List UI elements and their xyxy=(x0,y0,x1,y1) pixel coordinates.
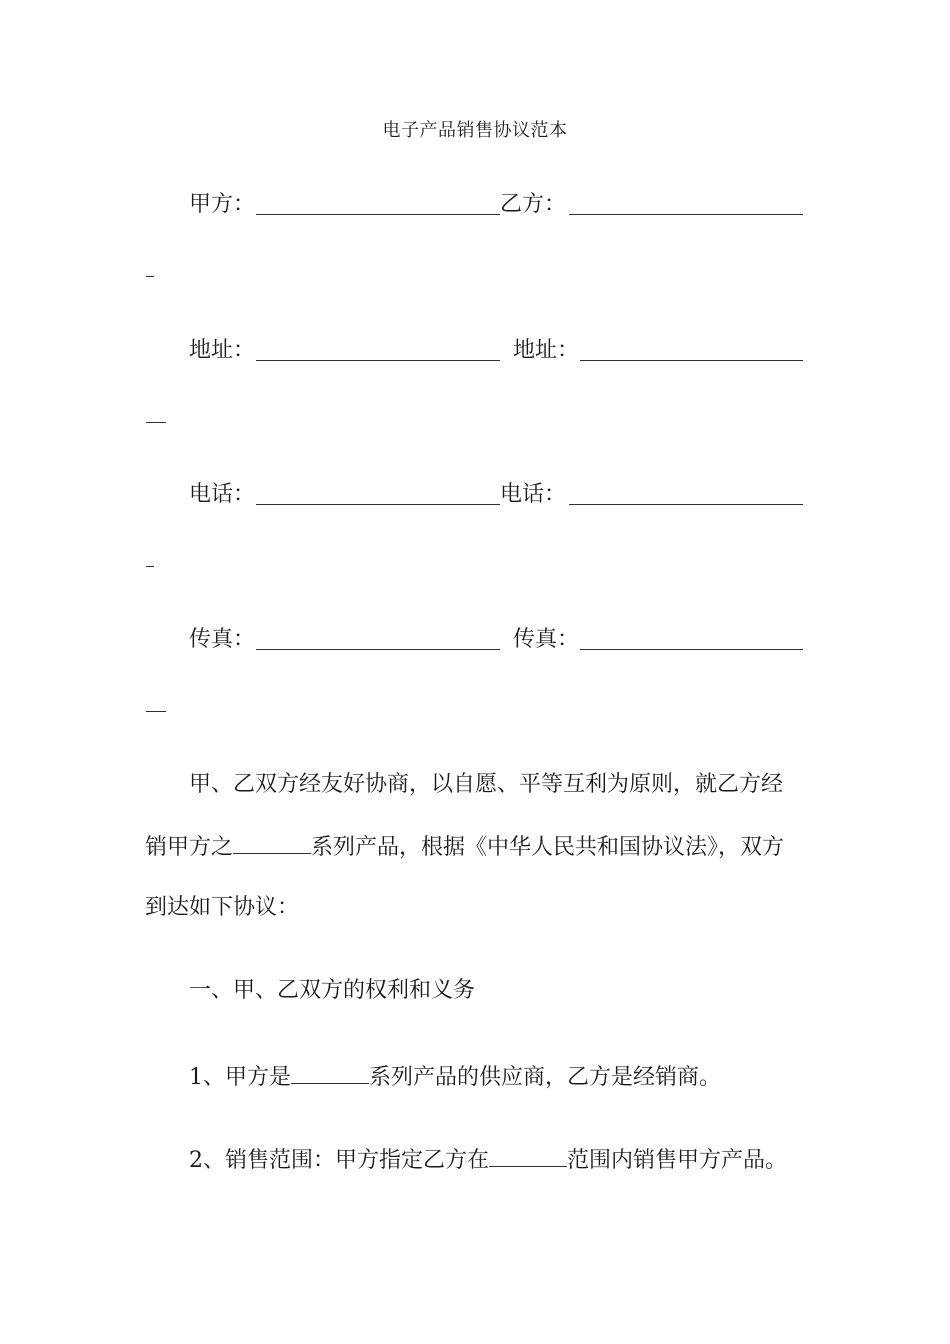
section-1-heading: 一、甲、乙双方的权利和义务 xyxy=(189,978,476,1003)
clause-1 xyxy=(189,1061,849,1093)
party-a-fax-row xyxy=(189,625,255,655)
party-a-phone-row xyxy=(189,480,255,510)
clause-1-series-blank[interactable] xyxy=(291,1061,369,1084)
intro-line-2-prefix: 销甲方之 xyxy=(145,835,234,860)
document-title: 电子产品销售协议范本 xyxy=(382,120,568,141)
party-a-fax-label: 传真： xyxy=(189,627,256,652)
party-b-address-blank-tail xyxy=(146,422,166,423)
party-b-fax-blank[interactable] xyxy=(580,649,803,650)
party-a-phone-blank[interactable] xyxy=(256,504,500,505)
party-a-name-label: 甲方： xyxy=(189,192,256,217)
clause-2-suffix: 范围内销售甲方产品。 xyxy=(567,1148,788,1173)
party-b-fax-row xyxy=(513,625,579,655)
party-b-name-blank[interactable] xyxy=(569,214,803,215)
party-b-fax-blank-tail xyxy=(146,711,166,712)
intro-line-2-suffix: 系列产品，根据《中华人民共和国协议法》，双方 xyxy=(311,835,785,860)
party-b-phone-blank-tail xyxy=(146,566,154,567)
party-a-label xyxy=(189,190,255,220)
product-series-blank[interactable] xyxy=(233,831,311,854)
clause-1-prefix: 1、甲方是 xyxy=(189,1065,291,1090)
clause-2-prefix: 2、销售范围：甲方指定乙方在 xyxy=(189,1148,489,1173)
party-b-label xyxy=(500,190,566,220)
party-b-phone-blank[interactable] xyxy=(569,504,803,505)
intro-line-1: 甲、乙双方经友好协商，以自愿、平等互利为原则，就乙方经 xyxy=(189,772,784,797)
party-b-phone-row xyxy=(500,480,566,510)
party-a-fax-blank[interactable] xyxy=(256,649,500,650)
intro-line-3: 到达如下协议： xyxy=(145,895,300,920)
party-a-address-blank[interactable] xyxy=(256,360,500,361)
party-b-name-label: 乙方： xyxy=(500,192,567,217)
clause-2 xyxy=(189,1144,849,1176)
party-b-address-row xyxy=(513,336,579,366)
clause-1-suffix: 系列产品的供应商，乙方是经销商。 xyxy=(369,1065,722,1090)
party-a-address-row xyxy=(189,336,255,366)
party-b-phone-label: 电话： xyxy=(500,482,567,507)
party-a-phone-label: 电话： xyxy=(189,482,256,507)
intro-line-2 xyxy=(145,831,805,863)
party-b-address-blank[interactable] xyxy=(580,360,803,361)
party-b-address-label: 地址： xyxy=(513,338,580,363)
party-b-fax-label: 传真： xyxy=(513,627,580,652)
party-b-name-blank-tail xyxy=(146,276,154,277)
party-a-name-blank[interactable] xyxy=(256,214,500,215)
party-a-address-label: 地址： xyxy=(189,338,256,363)
clause-2-region-blank[interactable] xyxy=(489,1144,567,1167)
